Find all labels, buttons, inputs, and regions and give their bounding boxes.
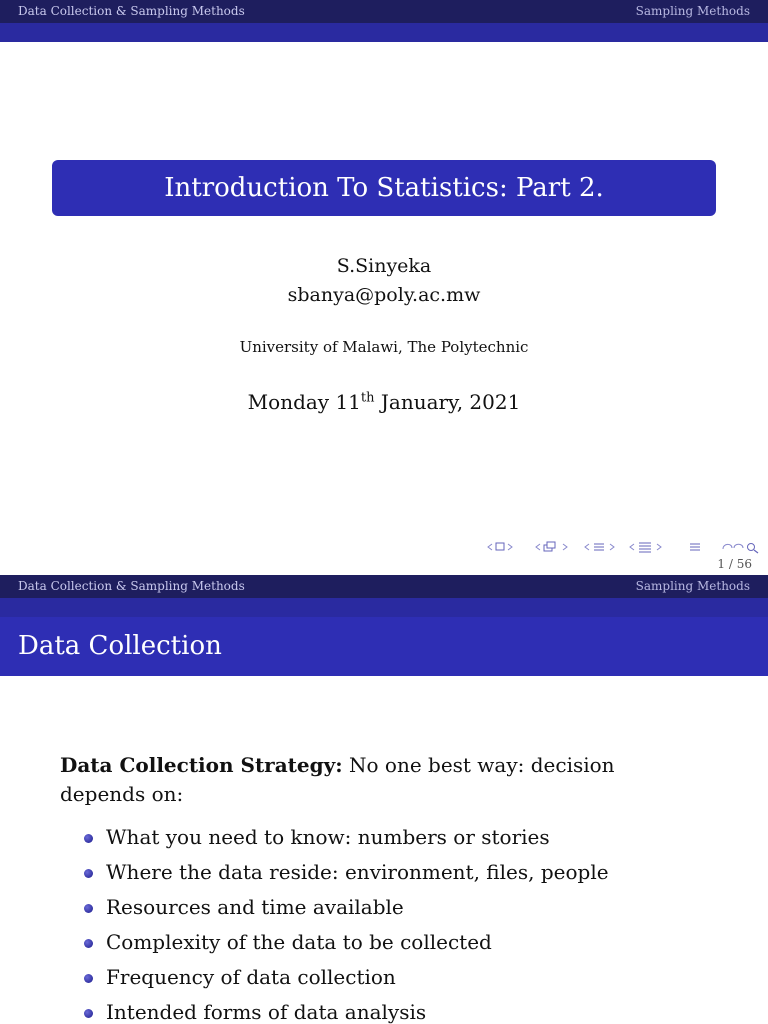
headline-bar (0, 575, 768, 598)
section-link[interactable]: Data Collection & Sampling Methods (18, 4, 245, 18)
bullet-icon (84, 904, 93, 913)
author-name: S.Sinyeka (336, 255, 432, 277)
section-link[interactable]: Data Collection & Sampling Methods (18, 579, 245, 593)
bullet-icon (84, 869, 93, 878)
list-item: Where the data reside: environment, files, people (84, 855, 609, 890)
strategy-label: Data Collection Strategy: (60, 753, 343, 777)
list-item: Resources and time available (84, 890, 609, 925)
list-item: Complexity of the data to be collected (84, 925, 609, 960)
presentation-date: Monday 11th January, 2021 (247, 390, 521, 414)
nav-section-icon[interactable] (583, 540, 617, 554)
list-item: What you need to know: numbers or stories (84, 820, 609, 855)
author-block (0, 252, 768, 310)
strategy-list (84, 820, 609, 1024)
bullet-icon (84, 939, 93, 948)
headline-bar (0, 0, 768, 23)
frame-title: Data Collection (18, 631, 222, 661)
search-icon[interactable] (720, 540, 762, 554)
list-item: Frequency of data collection (84, 960, 609, 995)
institute: University of Malawi, The Polytechnic (239, 338, 529, 356)
nav-subsection-icon[interactable] (534, 540, 570, 554)
headline-strip (0, 23, 768, 42)
bullet-icon (84, 1009, 93, 1018)
headline-strip (0, 598, 768, 617)
frame-title-bar (0, 617, 768, 676)
nav-frame-icon[interactable] (486, 540, 514, 554)
data-collection-slide (0, 575, 768, 1024)
subsection-link[interactable]: Sampling Methods (635, 4, 750, 18)
bullet-icon (84, 834, 93, 843)
strategy-text: No one best way: decision depends on: (60, 753, 615, 806)
nav-appendix-icon[interactable] (688, 540, 702, 554)
bullet-icon (84, 974, 93, 983)
presentation-title: Introduction To Statistics: Part 2. (52, 160, 716, 216)
list-item: Intended forms of data analysis (84, 995, 609, 1024)
page-number: 1 / 56 (717, 557, 752, 571)
nav-section-icon-2[interactable] (628, 540, 664, 554)
author-email: sbanya@poly.ac.mw (287, 284, 481, 306)
strategy-paragraph (60, 751, 680, 809)
subsection-link[interactable]: Sampling Methods (635, 579, 750, 593)
